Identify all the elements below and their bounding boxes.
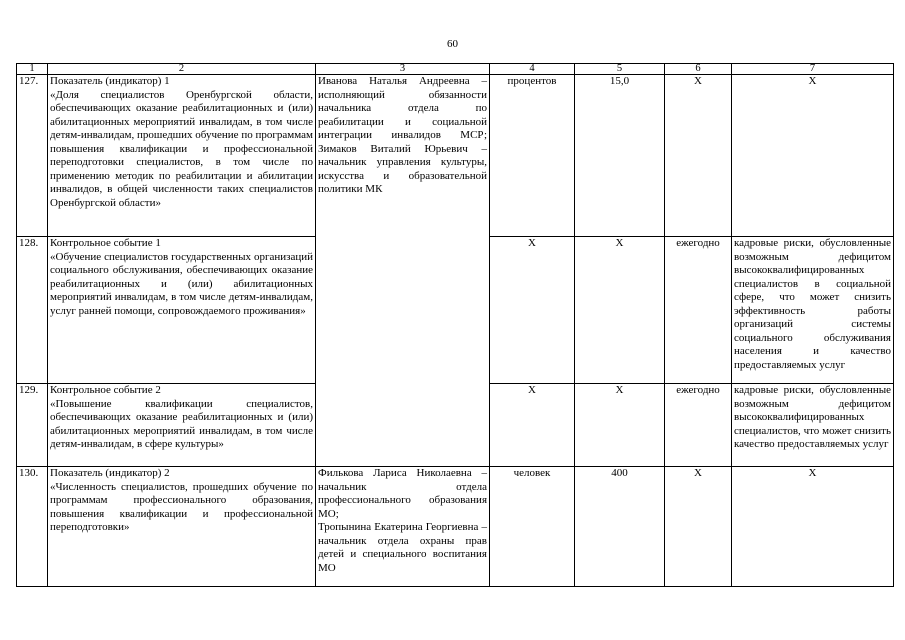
page-number: 60 <box>447 38 458 50</box>
unit-cell: Х <box>490 384 575 467</box>
responsible-cell <box>316 467 490 587</box>
header-row <box>17 64 894 75</box>
row-number: 129. <box>17 384 48 467</box>
event-cell <box>48 384 316 467</box>
indicator-cell <box>48 467 316 587</box>
unit-cell: человек <box>490 467 575 587</box>
header-col-5: 5 <box>575 64 665 75</box>
indicator-title: Показатель (индикатор) 1 <box>50 75 170 87</box>
responsible-person-1: Филькова Лариса Николаевна – начальник отдела профессионального образования МО; <box>318 467 487 520</box>
risks-cell: Х <box>732 75 894 237</box>
unit-cell: процентов <box>490 75 575 237</box>
period-cell: Х <box>665 75 732 237</box>
table-row <box>17 467 894 587</box>
risks-cell: кадровые риски, обусловленные возможным дефицитом высококвалифицированных специалистов в социальной сфере, что может снизить эффективность работы организаций системы социального обслуживания населения и качество предоставляемых услуг <box>732 237 894 384</box>
header-col-7: 7 <box>732 64 894 75</box>
row-number: 127. <box>17 75 48 237</box>
header-col-2: 2 <box>48 64 316 75</box>
risks-cell: кадровые риски, обусловленные возможным дефицитом высококвалифицированных специалистов, что может снизить качество предоставляемых услуг <box>732 384 894 467</box>
indicator-description: «Численность специалистов, прошедших обучение по программам профессионального образования, повышения квалификации и профессиональной переподготовки» <box>50 480 313 533</box>
header-col-6: 6 <box>665 64 732 75</box>
value-cell: 400 <box>575 467 665 587</box>
value-cell: Х <box>575 384 665 467</box>
indicator-cell <box>48 75 316 237</box>
table-row <box>17 75 894 237</box>
header-col-4: 4 <box>490 64 575 75</box>
header-col-3: 3 <box>316 64 490 75</box>
risks-cell: Х <box>732 467 894 587</box>
event-cell <box>48 237 316 384</box>
event-description: «Обучение специалистов государственных организаций социального обслуживания, обеспечивающих оказание реабилитационных и (или) абилитационных мероприятий инвалидам, в том числе детям-инвалидам, услуг ранней помощи, сопровождаемого проживания» <box>50 250 313 317</box>
responsible-cell: Иванова Наталья Андреевна – исполняющий обязанности начальника отдела по реабилитации и социальной интеграции инвалидов МСР; Зимаков Виталий Юрьевич – начальник управления культуры, искусства и образовательной политики МК <box>316 75 490 467</box>
event-title: Контрольное событие 2 <box>50 384 161 396</box>
responsible-person-2: Тропынина Екатерина Георгиевна – начальник отдела охраны прав детей и специального воспитания МО <box>318 521 487 574</box>
period-cell: Х <box>665 467 732 587</box>
row-number: 130. <box>17 467 48 587</box>
header-col-1: 1 <box>17 64 48 75</box>
period-cell: ежегодно <box>665 384 732 467</box>
row-number: 128. <box>17 237 48 384</box>
value-cell: 15,0 <box>575 75 665 237</box>
event-title: Контрольное событие 1 <box>50 237 161 249</box>
value-cell: Х <box>575 237 665 384</box>
period-cell: ежегодно <box>665 237 732 384</box>
unit-cell: Х <box>490 237 575 384</box>
indicator-title: Показатель (индикатор) 2 <box>50 467 170 479</box>
event-description: «Повышение квалификации специалистов, обеспечивающих оказание реабилитационных и (или) абилитационных мероприятий инвалидам, в том числе детям-инвалидам, в сфере культуры» <box>50 397 313 450</box>
indicator-description: «Доля специалистов Оренбургской области, обеспечивающих оказание реабилитационных и (или) абилитационных мероприятий инвалидам, в том числе детям-инвалидам, прошедших обучение по программам повышения квалификации и профессиональной переподготовки специалистов, в том числе по применению методик по реабилитации и абилитации инвалидов, в общей численности таких специалистов Оренбургской области» <box>50 88 313 209</box>
indicators-table <box>16 63 894 587</box>
